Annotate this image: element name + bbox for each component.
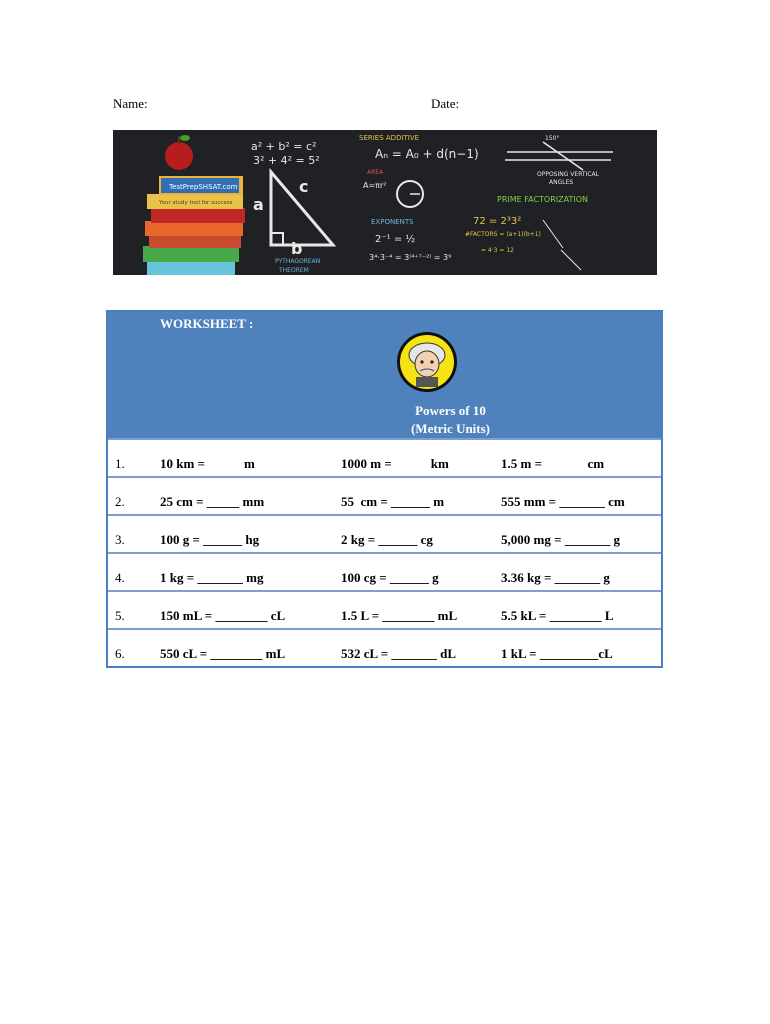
book-tagline: Your study tool for success	[159, 200, 233, 206]
name-label: Name:	[113, 96, 148, 111]
problem-number: 2.	[115, 494, 125, 509]
chalkboard-banner	[113, 130, 657, 275]
problem-col3: 5.5 kL = ________ L	[501, 608, 614, 623]
problem-col3: 3.36 kg = _______ g	[501, 570, 610, 585]
svg-text:#FACTORS = (a+1)(b+1): #FACTORS = (a+1)(b+1)	[465, 231, 541, 238]
worksheet-table	[106, 310, 663, 668]
svg-text:Aₙ = A₀ + d(n−1): Aₙ = A₀ + d(n−1)	[375, 147, 479, 161]
problem-col1: 550 cL = ________ mL	[160, 646, 286, 661]
svg-text:OPPOSING VERTICAL: OPPOSING VERTICAL	[537, 171, 600, 178]
problem-col3: 555 mm = _______ cm	[501, 494, 625, 509]
problem-col2: 100 cg = ______ g	[341, 570, 439, 585]
problem-number: 6.	[115, 646, 125, 661]
problem-row	[108, 476, 661, 514]
problem-col2: 1.5 L = ________ mL	[341, 608, 458, 623]
problem-col3: 1.5 m = cm	[501, 456, 605, 471]
problem-row	[108, 552, 661, 590]
worksheet-title: WORKSHEET :	[160, 316, 254, 331]
svg-text:PRIME FACTORIZATION: PRIME FACTORIZATION	[497, 195, 588, 204]
problem-col1: 100 g = ______ hg	[160, 532, 260, 547]
problem-number: 1.	[115, 456, 125, 471]
problem-col1: 25 cm = _____ mm	[160, 494, 265, 509]
book-brand: TestPrepSHSAT.com	[169, 183, 238, 191]
problem-col2: 55 cm = ______ m	[341, 494, 445, 509]
problem-row	[108, 438, 661, 476]
problem-col2: 1000 m = km	[341, 456, 449, 471]
svg-text:72 = 2³3²: 72 = 2³3²	[473, 216, 522, 227]
subtitle-line-1: Powers of 10	[415, 403, 486, 418]
date-label: Date:	[431, 96, 460, 111]
svg-text:a² + b² = c²: a² + b² = c²	[251, 140, 317, 153]
problem-number: 5.	[115, 608, 125, 623]
svg-text:3⁴·3⁻⁴ = 3⁽⁴⁺⁷⁻²⁾ = 3⁹: 3⁴·3⁻⁴ = 3⁽⁴⁺⁷⁻²⁾ = 3⁹	[369, 253, 452, 262]
problem-col3: 5,000 mg = _______ g	[501, 532, 620, 547]
problem-number: 3.	[115, 532, 125, 547]
svg-text:SERIES ADDITIVE: SERIES ADDITIVE	[359, 134, 420, 142]
worksheet-header	[108, 312, 661, 438]
svg-text:a: a	[253, 195, 264, 214]
svg-text:A=πr²: A=πr²	[363, 181, 387, 190]
problem-row	[108, 590, 661, 628]
svg-text:PYTHAGOREAN: PYTHAGOREAN	[275, 258, 321, 265]
problem-col2: 532 cL = _______ dL	[341, 646, 457, 661]
worksheet-subtitle	[108, 402, 661, 438]
svg-text:c: c	[299, 177, 309, 196]
svg-text:THEOREM: THEOREM	[279, 267, 309, 274]
svg-text:150°: 150°	[545, 135, 560, 142]
einstein-avatar-icon	[396, 331, 458, 393]
problem-col3: 1 kL = _________cL	[501, 646, 613, 661]
problem-col1: 10 km = m	[160, 456, 255, 471]
svg-text:b: b	[291, 239, 303, 258]
problem-row	[108, 514, 661, 552]
problem-col1: 150 mL = ________ cL	[160, 608, 286, 623]
problem-number: 4.	[115, 570, 125, 585]
svg-text:ANGLES: ANGLES	[549, 179, 574, 186]
svg-text:EXPONENTS: EXPONENTS	[371, 218, 414, 226]
subtitle-line-2: (Metric Units)	[410, 421, 491, 436]
problem-row	[108, 628, 661, 666]
problem-col2: 2 kg = ______ cg	[341, 532, 433, 547]
svg-text:3² + 4² = 5²: 3² + 4² = 5²	[253, 154, 320, 167]
svg-text:= 4·3 = 12: = 4·3 = 12	[481, 247, 514, 254]
svg-text:AREA: AREA	[367, 169, 384, 176]
svg-text:2⁻¹ = ½: 2⁻¹ = ½	[375, 234, 416, 245]
problem-col1: 1 kg = _______ mg	[160, 570, 264, 585]
